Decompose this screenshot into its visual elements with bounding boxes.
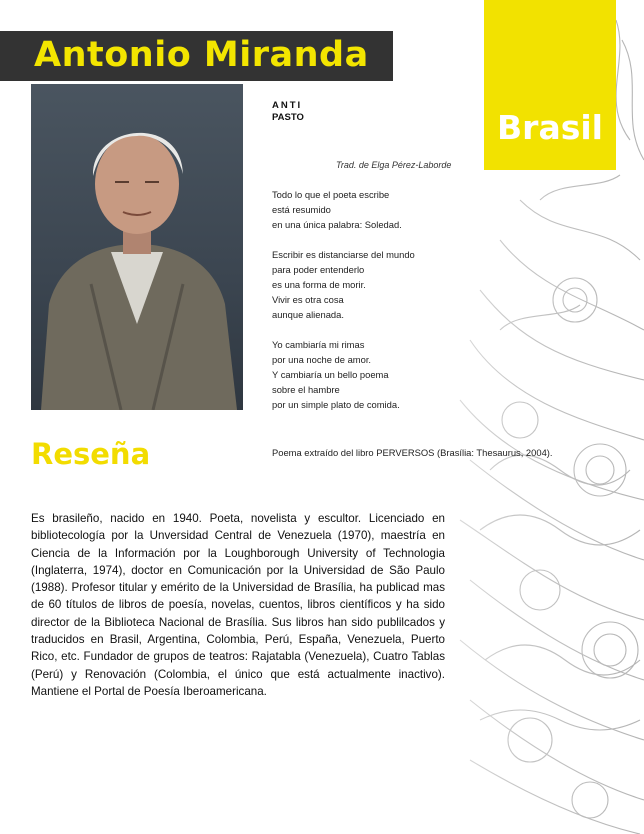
resena-heading: Reseña (31, 437, 151, 471)
poem-line: Escribir es distanciarse del mundo (272, 249, 415, 260)
poem-line: Todo lo que el poeta escribe (272, 189, 390, 200)
poem-line: aunque alienada. (272, 309, 344, 320)
poem-source: Poema extraído del libro PERVERSOS (Brasília: Thesaurus, 2004). (272, 447, 553, 458)
translator-credit: Trad. de Elga Pérez-Laborde (336, 160, 452, 170)
poem-stanza (272, 187, 415, 232)
poem-line: sobre el hambre (272, 384, 340, 395)
poem-body (272, 187, 415, 427)
poem-line: está resumido (272, 204, 331, 215)
poem-line: Vivir es otra cosa (272, 294, 344, 305)
author-name-banner (0, 31, 393, 81)
country-label: Brasil (497, 108, 603, 147)
poem-stanza (272, 337, 415, 412)
author-photo (31, 84, 243, 410)
poem-line: es una forma de morir. (272, 279, 366, 290)
country-box (484, 0, 616, 170)
poem-line: Yo cambiaría mi rimas (272, 339, 365, 350)
author-name: Antonio Miranda (34, 35, 369, 75)
poem-stanza (272, 247, 415, 322)
biography-text: Es brasileño, nacido en 1940. Poeta, novelista y escultor. Licenciado en bibliotecología por la Unversidad Central de Venezuela (1970), maestría en Ciencia de la Información por la Loughborough University of Technologia (Inglaterra, 1974), doctor en Comunicación por la Universidad de São Paulo (1988). Profesor titular y emérito de la Universidad de Brasília, ha publicad mas de 60 títulos de libros de poesía, novelas, cuentos, libros científicos y ha sido director de la Biblioteca Nacional de Brasília. Sus libros han sido publilcados y traducidos en Brasil, Argentina, Colombia, Perú, España, Venezuela, Puerto Rico, etc. Fundador de grupos de teatros: Rajatabla (Venezuela), Cuatro Tablas (Perú) y Renovación (Colombia, el único que está actualmente inactivo). Mantiene el Portal de Poesía Iberoamericana. (31, 512, 445, 698)
poem-title-line2: PASTO (272, 112, 304, 123)
poem-line: en una única palabra: Soledad. (272, 219, 402, 230)
poem-line: por un simple plato de comida. (272, 399, 400, 410)
poem-line: por una noche de amor. (272, 354, 372, 365)
poem-line: Y cambiaría un bello poema (272, 369, 389, 380)
poem-line: para poder entenderlo (272, 264, 365, 275)
poem-title-line1: ANTI (272, 100, 303, 111)
poem-title (272, 100, 304, 124)
